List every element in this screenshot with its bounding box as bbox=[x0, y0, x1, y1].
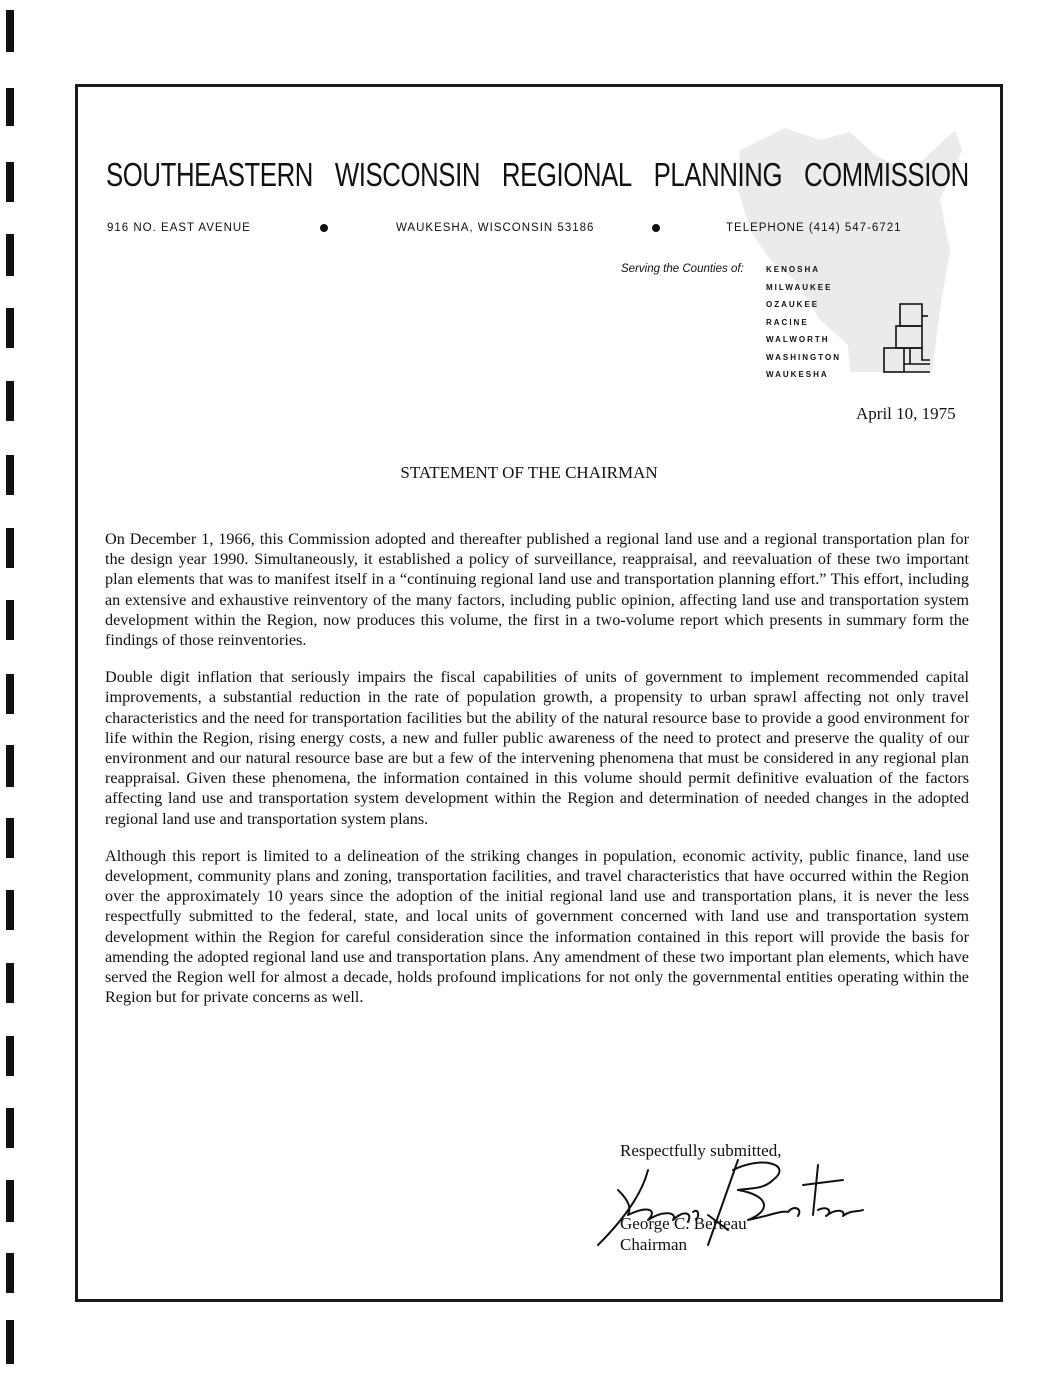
statement-heading: STATEMENT OF THE CHAIRMAN bbox=[400, 463, 658, 482]
county-item: RACINE bbox=[766, 317, 809, 327]
county-item: WAUKESHA bbox=[766, 370, 829, 379]
telephone: TELEPHONE (414) 547-6721 bbox=[726, 222, 902, 234]
separator-dot bbox=[320, 224, 328, 232]
closing-line: Respectfully submitted, bbox=[620, 1141, 782, 1160]
serving-label: Serving the Counties of: bbox=[621, 263, 744, 275]
title-word: COMMISSION bbox=[803, 156, 969, 193]
city-address: WAUKESHA, WISCONSIN 53186 bbox=[396, 222, 595, 234]
county-item: WASHINGTON bbox=[766, 352, 841, 362]
handwritten-signature bbox=[588, 1150, 878, 1250]
title-word: PLANNING bbox=[653, 156, 783, 193]
body-paragraph: Although this report is limited to a delineation of the striking changes in population, economic activity, public finance, land use development, community plans and zoning, transportation facilities, and travel characteristics that have occurred within the Region over the approximately 10 years since the adoption of the initial regional land use and transportation plans, it is never the less respectfully submitted to the federal, state, and local units of government concerned with land use and transportation system development within the Region for careful consideration since the information contained in this report will provide the basis for amending the adopted regional land use and transportation plans. Any amendment of these two important plan elements, which have served the Region well for almost a decade, holds profound implications for not only the governmental entities operating within the Region but for private concerns as well. bbox=[105, 846, 969, 1007]
letterhead-title bbox=[106, 156, 969, 194]
body-paragraph: Double digit inflation that seriously impairs the fiscal capabilities of units of government to implement recommended capital improvements, a substantial reduction in the rate of population growth, a propensity to urban sprawl affecting not only travel characteristics and the need for transportation facilities but the ability of the natural resource base to provide a good environment for life within the Region, rising energy costs, a new and fuller public awareness of the need to protect and preserve the quality of our environment and our natural resource base are but a few of the intervening phenomena that must be considered in any regional plan reappraisal. Given these phenomena, the information contained in this volume should permit definitive evaluation of the factors affecting land use and transportation system development within the Region and determination of needed changes in the adopted regional land use and transportation system plans. bbox=[105, 668, 969, 828]
signer-title: Chairman bbox=[620, 1235, 688, 1254]
title-word: WISCONSIN bbox=[334, 156, 481, 193]
wisconsin-map-watermark bbox=[700, 110, 990, 380]
county-list bbox=[766, 265, 841, 388]
binding-strip bbox=[6, 0, 20, 1380]
county-item: MILWAUKEE bbox=[766, 282, 833, 292]
letter-date: April 10, 1975 bbox=[856, 404, 956, 423]
body-paragraph: On December 1, 1966, this Commission adopted and thereafter published a regional land use and a regional transportation plan for the design year 1990. Simultaneously, it established a policy of surveillance, reappraisal, and reevaluation of these two important plan elements that was to manifest itself in a “continuing regional land use and transportation planning effort.” This effort, including an extensive and exhaustive reinventory of the many factors, including public opinion, affecting land use and transportation system development within the Region, now produces this volume, the first in a two-volume report which presents in summary form the findings of those reinventories. bbox=[105, 530, 969, 650]
county-item: OZAUKEE bbox=[766, 300, 820, 309]
title-word: REGIONAL bbox=[501, 156, 632, 193]
street-address: 916 NO. EAST AVENUE bbox=[107, 222, 251, 234]
title-word: SOUTHEASTERN bbox=[106, 156, 313, 193]
letter-body bbox=[105, 529, 969, 1024]
county-map-icon bbox=[882, 302, 932, 374]
separator-dot bbox=[652, 224, 660, 232]
signer-name: George C. Berteau bbox=[620, 1214, 747, 1233]
county-item: KENOSHA bbox=[766, 265, 821, 274]
county-item: WALWORTH bbox=[766, 335, 830, 344]
